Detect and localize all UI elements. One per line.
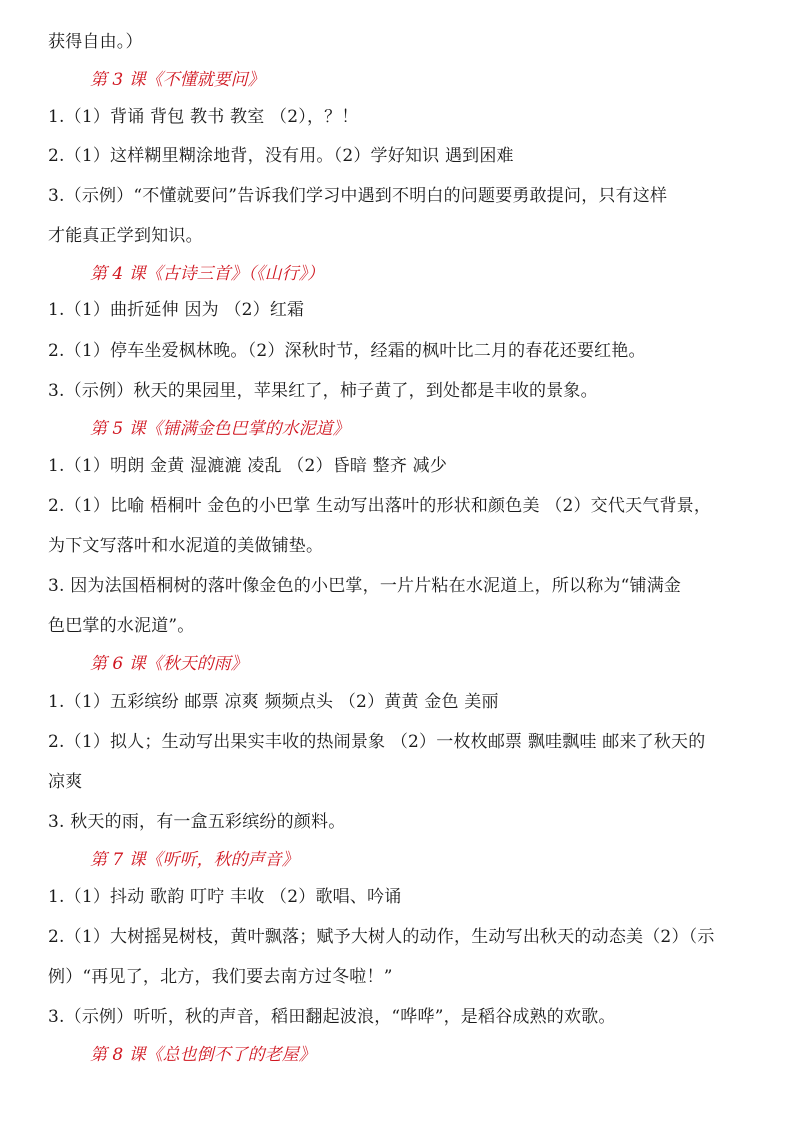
lesson-7-heading: 第 7 课《听听，秋的声音》 <box>90 850 299 870</box>
lesson-4-answer-2: 2.（1）停车坐爱枫林晚。（2）深秋时节，经霜的枫叶比二月的春花还要红艳。 <box>48 341 646 361</box>
lesson-4-heading: 第 4 课《古诗三首》（《山行》） <box>90 264 325 284</box>
lesson-5-answer-3-cont: 色巴掌的水泥道”。 <box>48 616 195 636</box>
lesson-4-answer-3: 3.（示例）秋天的果园里，苹果红了，柿子黄了，到处都是丰收的景象。 <box>48 381 598 401</box>
lesson-7-answer-3: 3.（示例）听听，秋的声音，稻田翻起波浪，“哗哗”，是稻谷成熟的欢歌。 <box>48 1007 616 1027</box>
lesson-5-heading: 第 5 课《铺满金色巴掌的水泥道》 <box>90 419 350 439</box>
lesson-3-answer-3: 3.（示例）“不懂就要问”告诉我们学习中遇到不明白的问题要勇敢提问，只有这样 <box>48 186 668 206</box>
lesson-4-answer-1: 1.（1）曲折延伸 因为 （2）红霜 <box>48 300 305 320</box>
lesson-3-answer-2: 2.（1）这样糊里糊涂地背，没有用。（2）学好知识 遇到困难 <box>48 146 514 166</box>
lesson-6-answer-2-cont: 凉爽 <box>48 772 83 792</box>
lesson-5-answer-2-cont: 为下文写落叶和水泥道的美做铺垫。 <box>48 536 324 556</box>
lesson-5-answer-2: 2.（1）比喻 梧桐叶 金色的小巴掌 生动写出落叶的形状和颜色美 （2）交代天气背景， <box>48 496 712 516</box>
lesson-7-answer-1: 1.（1）抖动 歌韵 叮咛 丰收 （2）歌唱、吟诵 <box>48 887 402 907</box>
lesson-3-heading: 第 3 课《不懂就要问》 <box>90 70 265 90</box>
lesson-6-heading: 第 6 课《秋天的雨》 <box>90 654 248 674</box>
lesson-5-answer-3: 3. 因为法国梧桐树的落叶像金色的小巴掌，一片片粘在水泥道上，所以称为“铺满金 <box>48 576 682 596</box>
lesson-6-answer-3: 3. 秋天的雨，有一盒五彩缤纷的颜料。 <box>48 812 346 832</box>
intro-text: 获得自由。） <box>48 32 143 52</box>
lesson-6-answer-2: 2.（1）拟人；生动写出果实丰收的热闹景象 （2）一枚枚邮票 飘哇飘哇 邮来了秋天的 <box>48 732 706 752</box>
lesson-7-answer-2-cont: 例）“再见了，北方，我们要去南方过冬啦！” <box>48 967 393 987</box>
lesson-8-heading: 第 8 课《总也倒不了的老屋》 <box>90 1045 316 1065</box>
lesson-3-answer-3-cont: 才能真正学到知识。 <box>48 226 203 246</box>
lesson-7-answer-2: 2.（1）大树摇晃树枝，黄叶飘落；赋予大树人的动作，生动写出秋天的动态美（2）（示 <box>48 927 715 947</box>
lesson-6-answer-1: 1.（1）五彩缤纷 邮票 凉爽 频频点头 （2）黄黄 金色 美丽 <box>48 692 499 712</box>
lesson-3-answer-1: 1.（1）背诵 背包 教书 教室 （2），？！ <box>48 107 359 127</box>
lesson-5-answer-1: 1.（1）明朗 金黄 湿漉漉 凌乱 （2）昏暗 整齐 减少 <box>48 456 448 476</box>
